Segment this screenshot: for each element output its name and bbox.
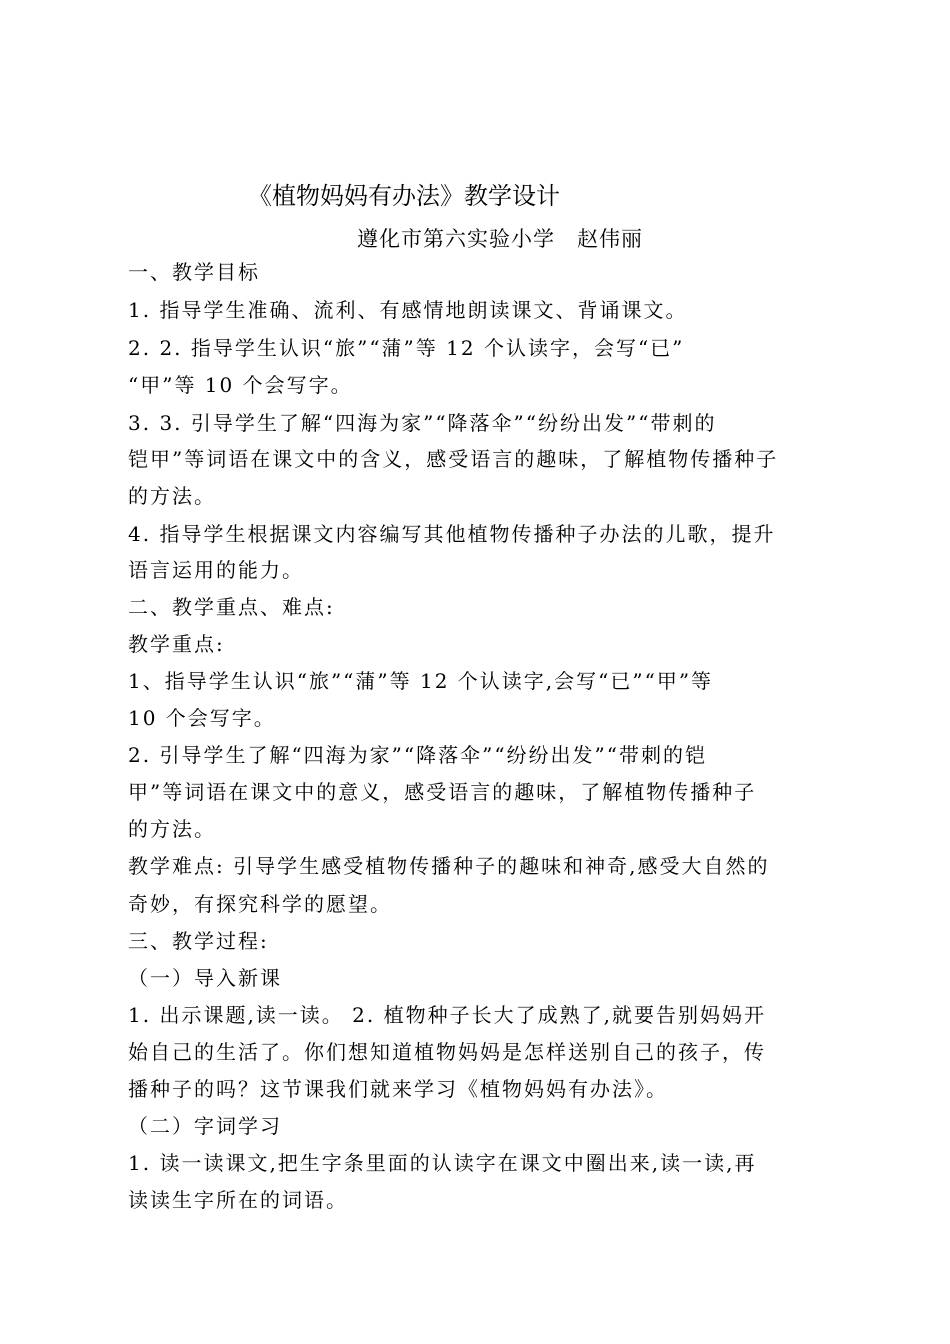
- text-line: 1. 读一读课文,把生字条里面的认读字在课文中圈出来,读一读,再: [128, 1151, 757, 1175]
- text-line: 奇妙，有探究科学的愿望。: [128, 892, 392, 916]
- text-line: 4. 指导学生根据课文内容编写其他植物传播种子办法的儿歌，提升: [128, 522, 776, 546]
- author-line: 遵化市第六实验小学 赵伟丽: [357, 227, 643, 251]
- text-line: 的方法。: [128, 484, 216, 508]
- difficulty-line: 教学难点: 引导学生感受植物传播种子的趣味和神奇,感受大自然的: [128, 854, 770, 878]
- text-line: 铠甲”等词语在课文中的含义，感受语言的趣味，了解植物传播种子: [128, 447, 779, 471]
- text-line: 始自己的生活了。你们想知道植物妈妈是怎样送别自己的孩子，传: [128, 1040, 766, 1064]
- text-line: “甲”等 10 个会写字。: [128, 373, 353, 397]
- text-line: 2. 2. 指导学生认识“旅”“蒲”等 12 个认读字，会写“已”: [128, 336, 685, 360]
- text-line: 语言运用的能力。: [128, 558, 304, 582]
- text-line: 2. 引导学生了解“四海为家”“降落伞”“纷纷出发”“带刺的铠: [128, 743, 708, 767]
- document-title: 《植物妈妈有办法》教学设计: [248, 182, 560, 210]
- text-line: 1. 出示课题,读一读。 2. 植物种子长大了成熟了,就要告别妈妈开: [128, 1003, 766, 1027]
- heading-objectives: 一、教学目标: [128, 260, 260, 284]
- text-line: 的方法。: [128, 817, 216, 841]
- text-line: 播种子的吗？这节课我们就来学习《植物妈妈有办法》。: [128, 1077, 668, 1101]
- heading-process: 三、教学过程:: [128, 929, 269, 953]
- heading-key-points: 二、教学重点、难点:: [128, 595, 335, 619]
- text-line: 3. 3. 引导学生了解“四海为家”“降落伞”“纷纷出发”“带刺的: [128, 411, 717, 435]
- subheading-vocabulary: （二）字词学习: [128, 1114, 282, 1138]
- text-line: 1. 指导学生准确、流利、有感情地朗读课文、背诵课文。: [128, 298, 688, 322]
- subheading-key-points: 教学重点:: [128, 632, 225, 656]
- text-line: 读读生字所在的词语。: [128, 1188, 348, 1212]
- subheading-intro: （一）导入新课: [128, 966, 282, 990]
- text-line: 甲”等词语在课文中的意义，感受语言的趣味，了解植物传播种子: [128, 780, 757, 804]
- text-line: 1、指导学生认识“旅”“蒲”等 12 个认读字,会写“已”“甲”等: [128, 669, 714, 693]
- text-line: 10 个会写字。: [128, 706, 276, 730]
